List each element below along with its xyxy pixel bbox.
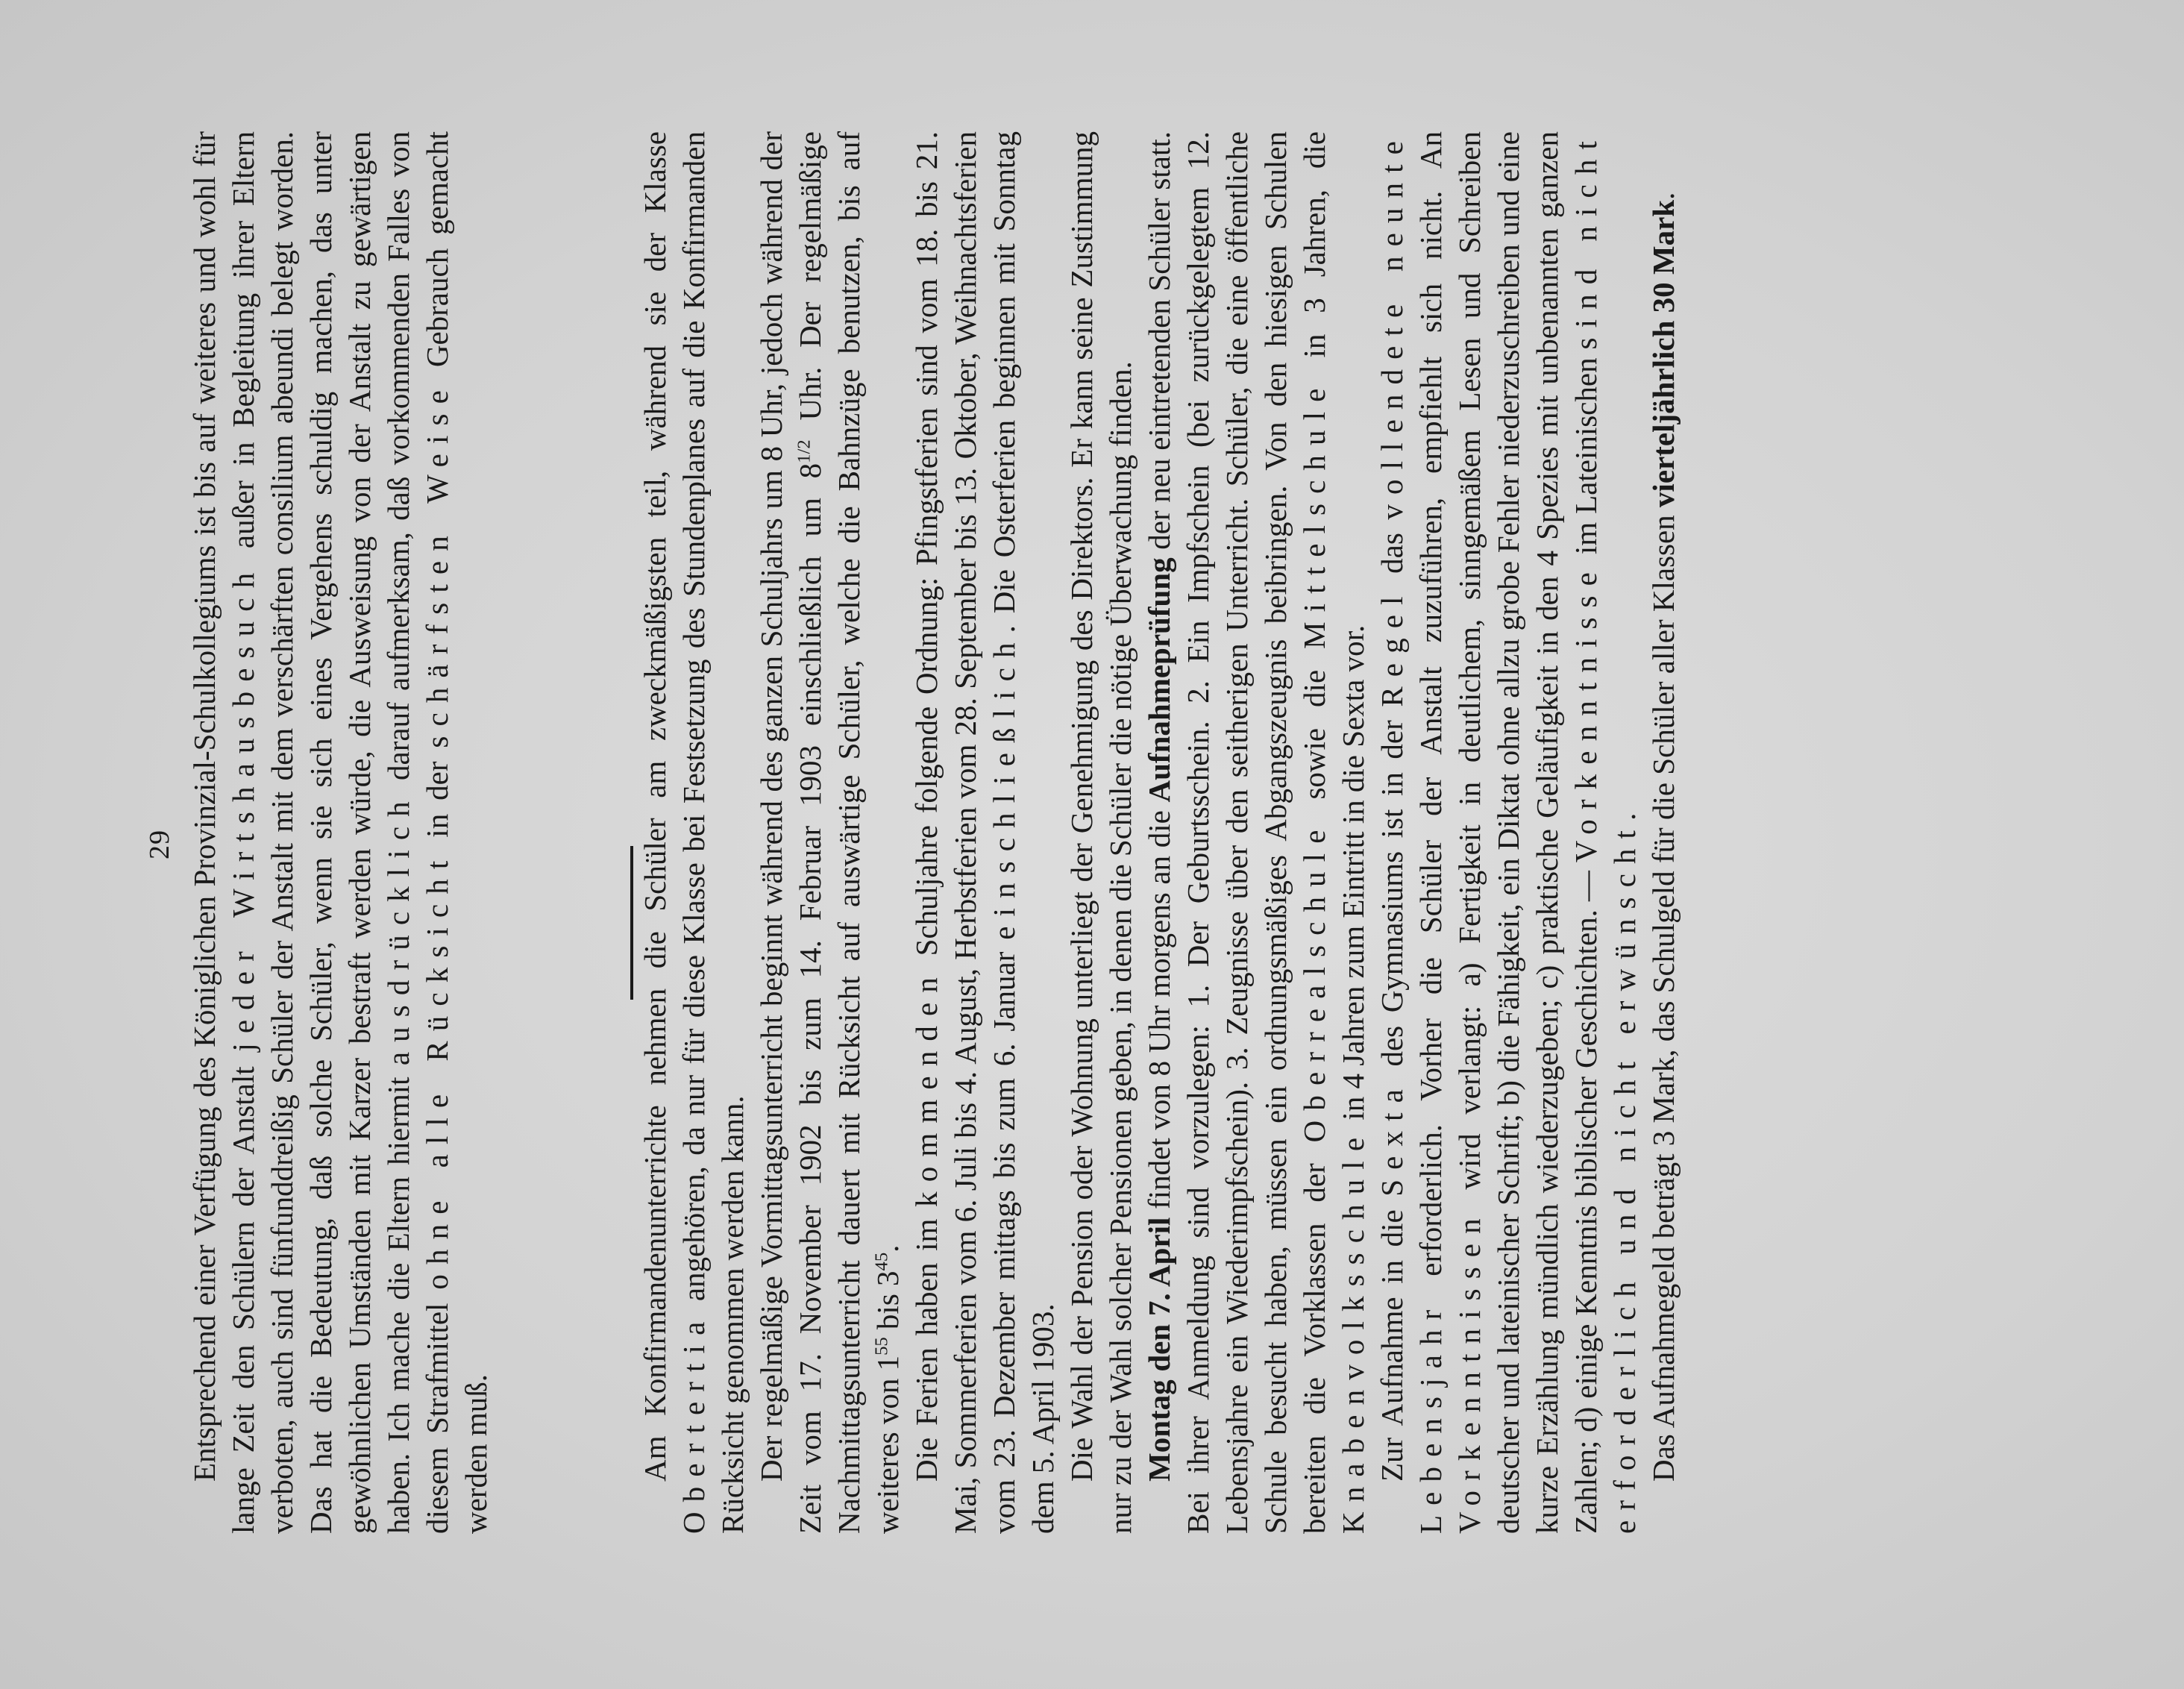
paragraph-sexta-aufnahme: Zur Aufnahme in die Sexta des Gymnasiums ist in der Regel das vollendete neunte Lebensjahr erforderlich. Vorher die Schüler der Anstalt zuzuführen, empfiehlt sich nicht. An Vorkenntnissen wird verlangt: a) Fertigkeit in deutlichem, sinngemäßem Lesen und Schreiben deutscher und lateinischer Schrift; b) die Fähigkeit, ein Diktat ohne allzu grobe Fehler niederzuschreiben und eine kurze Erzählung mündlich wiederzugeben; c) praktische Geläufigkeit in den 4 Spezies mit unbenannten ganzen Zahlen; d) einige Kenntnis biblischer Geschichten. — Vorkenntnisse im Lateinischen sind nicht erforderlich und nicht erwünscht.: [1375, 131, 1642, 1534]
paragraph-pension: Die Wahl der Pension oder Wohnung unterliegt der Genehmigung des Direktors. Er kann seine Zustimmung nur zu der Wahl solcher Pensionen geben, in denen die Schüler die nötige Überwachung finden.: [1064, 131, 1138, 1534]
paragraph-unterrichtszeiten: Der regelmäßige Vormittagsunterricht beginnt während des ganzen Schuljahrs um 8 Uhr, jedoch während der Zeit vom 17. November 1902 bis zum 14. Februar 1903 einschließlich um $8^{1/2}$ Uhr. Der regelmäßige Nachmittagsunterricht dauert mit Rücksicht auf auswärtige Schüler, welche die Bahnzüge benutzen, bis auf weiteres von $1^{55}$ bis $3^{45}$.: [754, 131, 905, 1534]
paragraph-konfirmanden: Am Konfirmandenunterrichte nehmen die Schüler am zweckmäßigsten teil, während sie der Klasse Obertertia angehören, da nur für diese Klasse bei Festsetzung des Stundenplanes auf die Konfirmanden Rücksicht genommen werden kann.: [638, 131, 750, 1534]
paragraph-ferien: Die Ferien haben im kommenden Schuljahre folgende Ordnung: Pfingstferien sind vom 18. bis 21. Mai, Sommerferien vom 6. Juli bis 4. August, Herbstferien vom 28. September bis 13. Oktober, Weihnachtsferien vom 23. Dezember mittags bis zum 6. Januar einschließlich. Die Osterferien beginnen mit Sonntag dem 5. April 1903.: [909, 131, 1060, 1534]
paragraph-schulgeld: Das Aufnahmegeld beträgt 3 Mark, das Schulgeld für die Schüler aller Klassen vierteljährlich 30 Mark.: [1646, 192, 1681, 1482]
paragraph-wirtshausbesuch: Entsprechend einer Verfügung des Königlichen Provinzial-Schulkollegiums ist bis auf weiteres und wohl für lange Zeit den Schülern der Anstalt jeder Wirtshausbesuch außer in Begleitung ihrer Eltern verboten, auch sind fünfunddreißig Schüler der Anstalt mit dem verschärften consilium abeundi belegt worden. Das hat die Bedeutung, daß solche Schüler, wenn sie sich eines Vergehens schuldig machen, das unter gewöhnlichen Umständen mit Karzer bestraft werden würde, die Ausweisung von der Anstalt zu gewärtigen haben. Ich mache die Eltern hiermit ausdrücklich darauf aufmerksam, daß vorkommenden Falles von diesem Strafmittel ohne alle Rücksicht in der schärfsten Weise Gebrauch gemacht werden muß.: [187, 131, 493, 1534]
section-divider-rule: [630, 846, 633, 1000]
paragraph-aufnahmepruefung: Montag den 7. April findet von 8 Uhr morgens an die Aufnahmeprüfung der neu eintretenden Schüler statt. Bei ihrer Anmeldung sind vorzulegen: 1. Der Geburtsschein. 2. Ein Impfschein (bei zurückgelegtem 12. Lebensjahre ein Wiederimpfschein). 3. Zeugnisse über den seitherigen Unterricht. Schüler, die eine öffentliche Schule besucht haben, müssen ein ordnungsmäßiges Abgangszeugnis beibringen. Von den hiesigen Schulen bereiten die Vorklassen der Oberrealschule sowie die Mittelschule in 3 Jahren, die Knabenvolksschule in 4 Jahren zum Eintritt in die Sexta vor.: [1142, 131, 1370, 1534]
document-body: [185, 131, 1683, 1534]
page-number: 29: [144, 830, 175, 859]
